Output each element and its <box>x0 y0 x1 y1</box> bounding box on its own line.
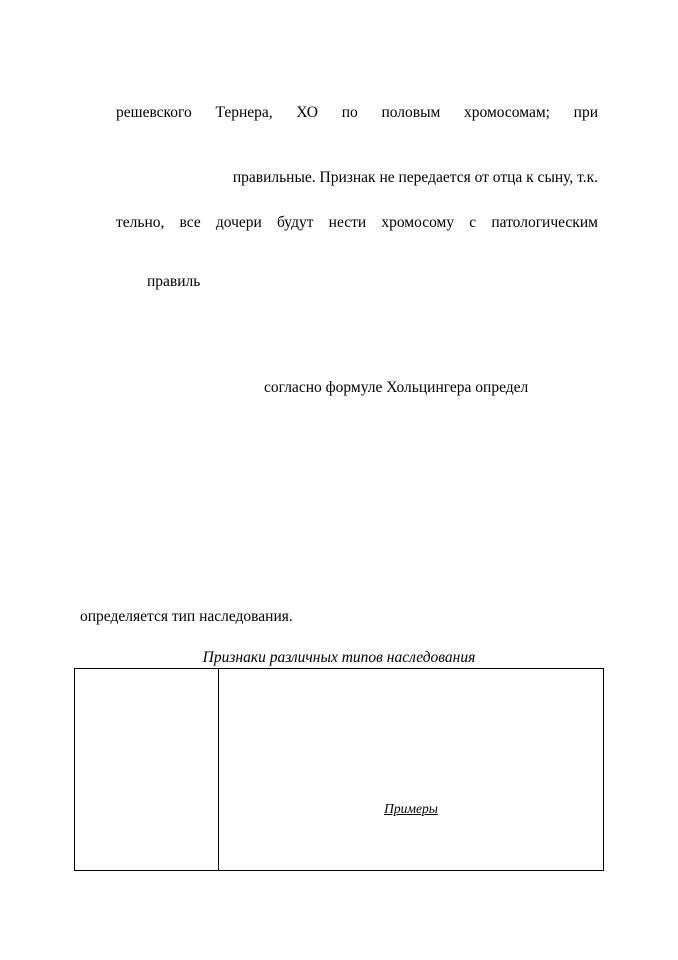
word: с <box>469 214 477 231</box>
text-line-4: правиль <box>147 273 201 290</box>
word: хромосомам; <box>464 104 550 121</box>
word: ХО <box>296 104 318 121</box>
text-line-6: определяется тип наследования. <box>80 608 293 625</box>
word: решевского <box>116 104 192 121</box>
word: тельно, <box>116 214 165 231</box>
word: при <box>573 104 598 121</box>
inheritance-table <box>74 668 604 871</box>
word: нести <box>328 214 367 231</box>
text-line-2: правильные. Признак не передается от отца к сыну, т.к. <box>232 169 598 186</box>
word: будут <box>277 214 314 231</box>
word: половым <box>381 104 441 121</box>
text-line-3 <box>116 215 598 231</box>
word: по <box>341 104 358 121</box>
text-line-1 <box>116 105 598 121</box>
word: все <box>179 214 201 231</box>
word: хромосому <box>381 214 455 231</box>
word: дочери <box>215 214 262 231</box>
word: Тернера, <box>215 104 273 121</box>
text-line-5: согласно формуле Хольцингера определ <box>264 379 529 396</box>
word: патологическим <box>491 214 598 231</box>
table-caption: Признаки различных типов наследования <box>202 649 476 666</box>
table-cell-right <box>219 669 603 870</box>
table-cell-left <box>75 669 219 870</box>
examples-header: Примеры <box>384 801 438 816</box>
